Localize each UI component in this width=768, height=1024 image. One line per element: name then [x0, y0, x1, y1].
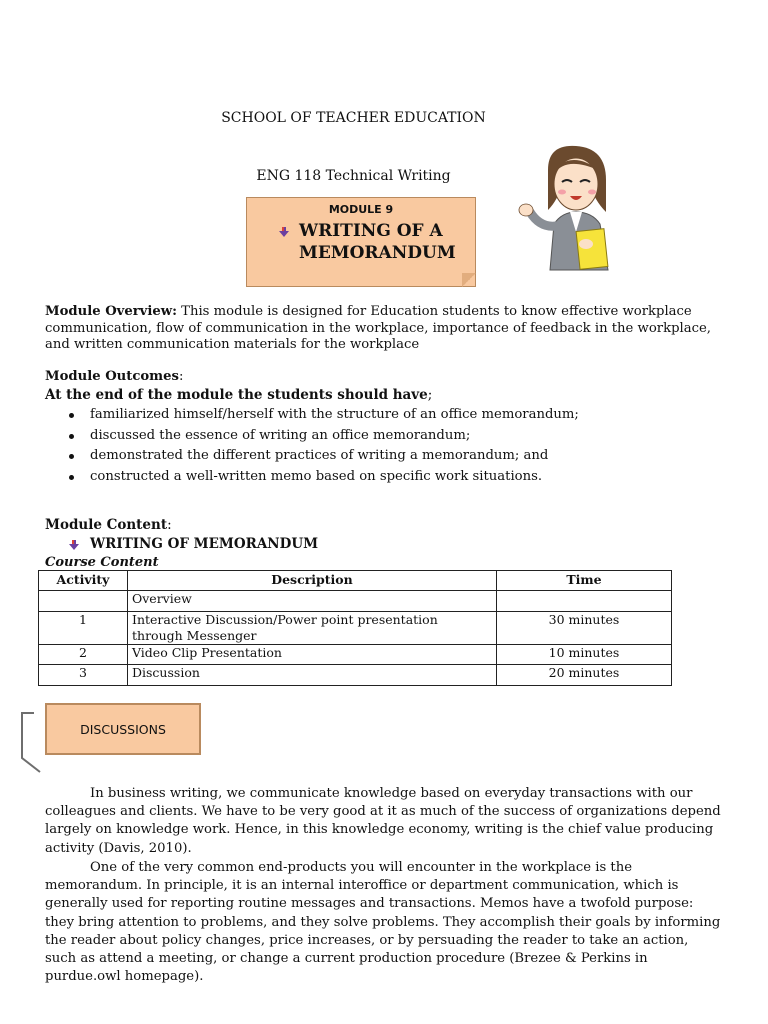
overview-text: This module is designed for Education students to know effective workplace communication, flow of communication in the workplace, importance of feedback in the workplace, and written communication materials for the workplace [45, 304, 711, 352]
bullet-arrow-icon [279, 227, 289, 237]
discussion-paragraph-2: One of the very common end-products you will encounter in the workplace is the memorandum. In principle, it is an internal interoffice or department communication, which is generally used for reporting routine messages and transactions. Memos have a twofold purpose: they bring attention to problems, and they solve problems. They accomplish their goals by informing the reader about policy changes, price increases, or by persuading the reader to take an action, such as attend a meeting, or change a current production procedure (Brezee & Perkins in purdue.owl homepage). [45, 860, 721, 985]
bullet-dot-icon [69, 454, 74, 459]
cell-time: 10 minutes [497, 645, 672, 665]
table-row [39, 645, 672, 665]
outcomes-intro-text: At the end of the module the students should have [45, 387, 428, 403]
cell-time [497, 591, 672, 612]
module-title-line1: WRITING OF A [299, 221, 443, 241]
module-content-heading [45, 517, 172, 533]
course-content-label: Course Content [45, 555, 159, 570]
teacher-character-illustration [514, 140, 620, 272]
table-row [39, 591, 672, 612]
outcome-text: constructed a well-written memo based on specific work situations. [90, 468, 543, 484]
cell-activity: 3 [39, 665, 128, 686]
content-label: Module Content [45, 517, 168, 533]
bullet-dot-icon [69, 413, 74, 418]
course-content-table [38, 570, 672, 686]
cell-description: Video Clip Presentation [128, 645, 497, 665]
cell-description: Discussion [128, 665, 497, 686]
outcome-text: discussed the essence of writing an office memorandum; [90, 427, 471, 443]
outcome-text: demonstrated the different practices of writing a memorandum; and [90, 448, 549, 463]
outcomes-intro-end: ; [427, 387, 433, 403]
bullet-dot-icon [69, 434, 74, 439]
module-number: MODULE 9 [328, 203, 394, 216]
cell-time: 30 minutes [497, 612, 672, 645]
header-activity: Activity [39, 571, 128, 591]
cell-description: Interactive Discussion/Power point presentation through Messenger [128, 612, 497, 645]
cell-activity: 2 [39, 645, 128, 665]
cell-time: 20 minutes [497, 665, 672, 686]
table-row [39, 612, 672, 645]
bullet-arrow-icon [69, 540, 79, 550]
outcome-text: familiarized himself/herself with the structure of an office memorandum; [90, 407, 579, 422]
discussion-paragraph-1: In business writing, we communicate knowledge based on everyday transactions with our colleagues and clients. We have to be very good at it as much of the success of organizations depend largely on knowledge work. Hence, in this knowledge economy, writing is the chief value producing activity (Davis, 2010). [45, 786, 721, 856]
cell-description: Overview [128, 591, 497, 612]
bracket-decoration [20, 712, 44, 774]
module-outcomes-heading [45, 369, 735, 386]
header-time: Time [497, 571, 672, 591]
bullet-dot-icon [69, 475, 74, 480]
course-title: ENG 118 Technical Writing [256, 168, 451, 184]
list-item [45, 468, 725, 489]
module-title-box [246, 197, 476, 287]
module-content-item: WRITING OF MEMORANDUM [90, 536, 319, 552]
list-item [45, 427, 725, 448]
discussions-heading-box: DISCUSSIONS [45, 703, 201, 755]
outcomes-label: Module Outcomes [45, 369, 179, 384]
list-item [45, 447, 725, 468]
overview-label: Module Overview: [45, 304, 177, 319]
outcomes-list [45, 406, 725, 488]
module-overview [45, 304, 735, 354]
school-name: SCHOOL OF TEACHER EDUCATION [221, 110, 486, 126]
cell-activity [39, 591, 128, 612]
module-title [299, 220, 456, 264]
cell-activity: 1 [39, 612, 128, 645]
table-header-row [39, 571, 672, 591]
content-colon: : [167, 517, 172, 533]
page-fold [462, 273, 476, 287]
outcomes-intro [45, 387, 735, 404]
table-row [39, 665, 672, 686]
module-title-line2: MEMORANDUM [299, 243, 456, 263]
list-item [45, 406, 725, 427]
outcomes-colon: : [178, 369, 184, 384]
header-description: Description [128, 571, 497, 591]
